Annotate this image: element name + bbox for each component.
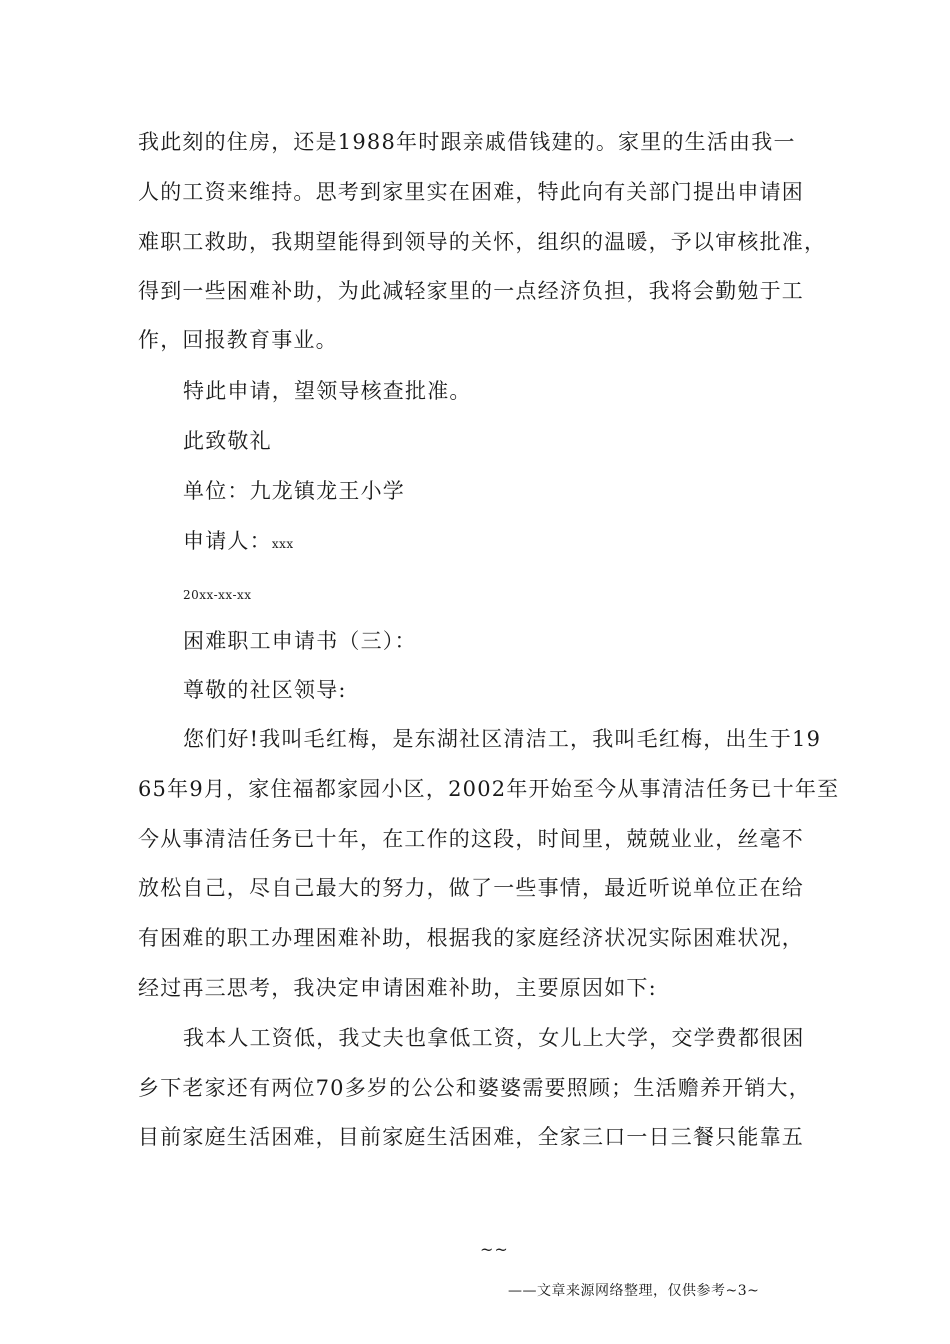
- body-line-14: 您们好!我叫毛红梅，是东湖社区清洁工，我叫毛红梅，出生于19: [183, 727, 822, 751]
- body-line-4: 得到一些困难补助，为此减轻家里的一点经济负担，我将会勤勉于工: [138, 279, 804, 303]
- date-line: 20xx-xx-xx: [183, 588, 252, 602]
- body-line-15: 65年9月，家住福都家园小区，2002年开始至今从事清洁任务已十年至: [138, 777, 840, 801]
- body-line-18: 有困难的职工办理困难补助，根据我的家庭经济状况实际困难状况，: [138, 926, 804, 950]
- salutation-closing: 此致敬礼: [183, 429, 272, 453]
- body-line-19: 经过再三思考，我决定申请困难补助，主要原因如下:: [138, 976, 657, 1000]
- body-line-1: 我此刻的住房，还是1988年时跟亲戚借钱建的。家里的生活由我一: [138, 130, 796, 154]
- body-line-3: 难职工救助，我期望能得到领导的关怀，组织的温暖，予以审核批准，: [138, 230, 827, 254]
- body-line-2: 人的工资来维持。思考到家里实在困难，特此向有关部门提出申请困: [138, 180, 804, 204]
- request-closing: 特此申请，望领导核查批准。: [183, 379, 472, 403]
- body-line-16: 今从事清洁任务已十年，在工作的这段，时间里，兢兢业业，丝毫不: [138, 827, 804, 851]
- applicant-name: xxx: [271, 537, 294, 551]
- section-title: 困难职工申请书（三）：: [183, 629, 417, 653]
- body-line-21: 乡下老家还有两位70多岁的公公和婆婆需要照顾；生活赡养开销大，: [138, 1076, 811, 1100]
- greeting-line: 尊敬的社区领导:: [183, 678, 347, 702]
- body-line-20: 我本人工资低，我丈夫也拿低工资，女儿上大学，交学费都很困: [183, 1026, 805, 1050]
- body-line-5: 作，回报教育事业。: [138, 328, 338, 352]
- footer-mark: ~~: [480, 1240, 509, 1259]
- applicant-label: 申请人：: [183, 529, 272, 553]
- footer-note: ——文章来源网络整理，仅供参考~3~: [508, 1283, 760, 1299]
- unit-line: 单位：九龙镇龙王小学: [183, 479, 405, 503]
- applicant-line: [183, 527, 883, 558]
- body-line-22: 目前家庭生活困难，目前家庭生活困难，全家三口一日三餐只能靠五: [138, 1125, 804, 1149]
- body-line-17: 放松自己，尽自己最大的努力，做了一些事情，最近听说单位正在给: [138, 876, 804, 900]
